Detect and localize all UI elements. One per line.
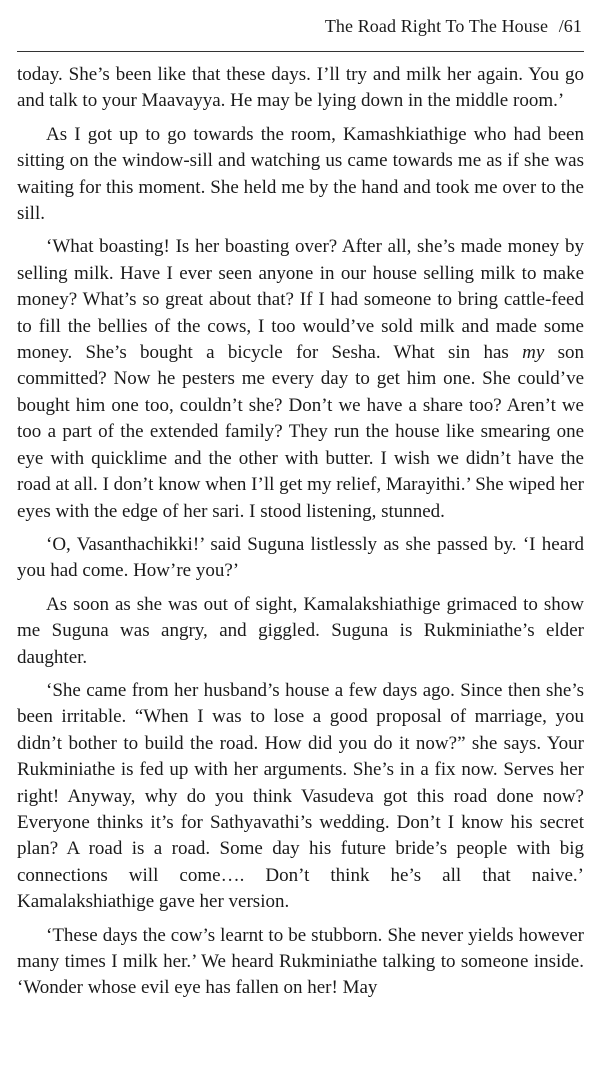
running-header-separator: / bbox=[558, 16, 564, 36]
header-rule bbox=[17, 51, 584, 52]
emphasis-text: my bbox=[522, 342, 545, 364]
paragraph-text: son committed? Now he pesters me every day to get him one. She could’ve bought him one too, couldn’t she? Don’t we have a share too? Aren’t we too a part of the extended family? They run the house like smearing one eye with quicklime and the other with butter. I wish we didn’t have the road at all. I don’t know when I’ll get my relief, Marayithi.’ She wiped her eyes with the edge of her sari. I stood listening, stunned. bbox=[17, 342, 584, 522]
paragraph: ‘O, Vasanthachikki!’ said Suguna listlessly as she passed by. ‘I heard you had come. How’re you?’ bbox=[17, 533, 584, 582]
body-text bbox=[17, 62, 584, 1009]
paragraph: ‘She came from her husband’s house a few days ago. Since then she’s been irritable. “When I was to lose a good proposal of marriage, you didn’t bother to build the road. How did you do it now?” she says. Your Rukminiathe is fed up with her arguments. She’s in a fix now. Serves her right! Anyway, why do you think Vasudeva got this road done now? Everyone thinks it’s for Sathyavathi’s wedding. Don’t I know his secret plan? A road is a road. Some day his future bride’s people with big connections will come…. Don’t think he’s all that naive.’ Kamalakshiathige gave her version. bbox=[17, 679, 584, 913]
paragraph-text: ‘What boasting! Is her boasting over? After all, she’s made money by selling milk. Have I ever seen anyone in our house selling milk to make money? What’s so great about that? If I had someone to bring cattle-feed to fill the bellies of the cows, I too would’ve sold milk and made some money. She’s bought a bicycle for Sesha. What sin has bbox=[17, 236, 584, 364]
paragraph: As I got up to go towards the room, Kamashkiathige who had been sitting on the window-sill and watching us came towards me as if she was waiting for this moment. She held me by the hand and took me over to the sill. bbox=[17, 123, 584, 225]
paragraph: As soon as she was out of sight, Kamalakshiathige grimaced to show me Suguna was angry, and giggled. Suguna is Rukminiathe’s elder daughter. bbox=[17, 593, 584, 668]
paragraph: ‘These days the cow’s learnt to be stubborn. She never yields however many times I milk her.’ We heard Rukminiathe talking to someone inside. ‘Wonder whose evil eye has fallen on her! May bbox=[17, 924, 584, 999]
page-number: 61 bbox=[563, 16, 582, 36]
running-header bbox=[325, 16, 582, 37]
paragraph bbox=[17, 234, 584, 524]
paragraph-continued: today. She’s been like that these days. I’ll try and milk her again. You go and talk to your Maavayya. He may be lying down in the middle room.’ bbox=[17, 64, 584, 112]
book-page bbox=[17, 0, 584, 1065]
running-header-title: The Road Right To The House bbox=[324, 16, 549, 36]
